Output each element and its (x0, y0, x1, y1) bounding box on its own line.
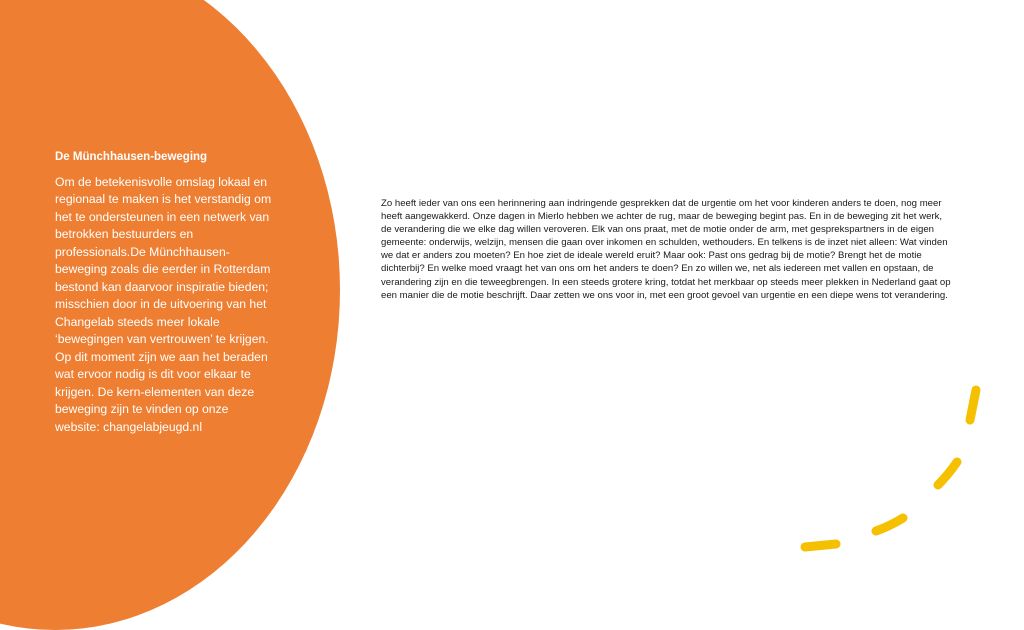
arc-dash-3 (876, 518, 903, 531)
arc-dash-1 (970, 390, 976, 420)
arc-dash-2 (938, 462, 957, 485)
slide-title: De Münchhausen-beweging (55, 151, 208, 163)
right-body-text: Zo heeft ieder van ons een herinnering aan indringende gesprekken dat de urgentie om het voor kinderen anders te doen, nog meer heeft aangewakkerd. Onze dagen in Mierlo hebben we achter de rug, maar de beweging begint pas. En in de beweging zit het werk, de verandering die we elke dag willen veroveren. Elk van ons praat, met de motie onder de arm, met gesprekspartners in de eigen gemeente: onderwijs, welzijn, mensen die gaan over inkomen en schulden, wethouders. En telkens is de inzet niet alleen: Wat vinden we dat er anders zou moeten? En hoe ziet de ideale wereld eruit? Maar ook: Past ons gedrag bij de motie? Brengt het de motie dichterbij? En welke moed vraagt het van ons om het anders te doen? En zo willen we, net als iedereen met vallen en opstaan, de verandering zijn en die teweegbrengen. In een steeds grotere kring, totdat het merkbaar op steeds meer plekken in Nederland gaat op een manier die de motie beschrijft. Daar zetten we ons voor in, met een groot gevoel van urgentie en een diepe wens tot verandering. (381, 198, 951, 301)
arc-dash-4 (805, 544, 836, 547)
left-body-text: Om de betekenisvolle omslag lokaal en regionaal te maken is het verstandig om het te ondersteunen in een netwerk van betrokken bestuurders en professionals.De Münchhausen-beweging zoals die eerder in Rotterdam bestond kan daarvoor inspiratie bieden; misschien door in de uitvoering van het Changelab steeds meer lokale ‘bewegingen van vertrouwen’ te krijgen. Op dit moment zijn we aan het beraden wat ervoor nodig is dit voor elkaar te krijgen. De kern-elementen van deze beweging zijn te vinden op onze website: changelabjeugd.nl (55, 174, 272, 434)
